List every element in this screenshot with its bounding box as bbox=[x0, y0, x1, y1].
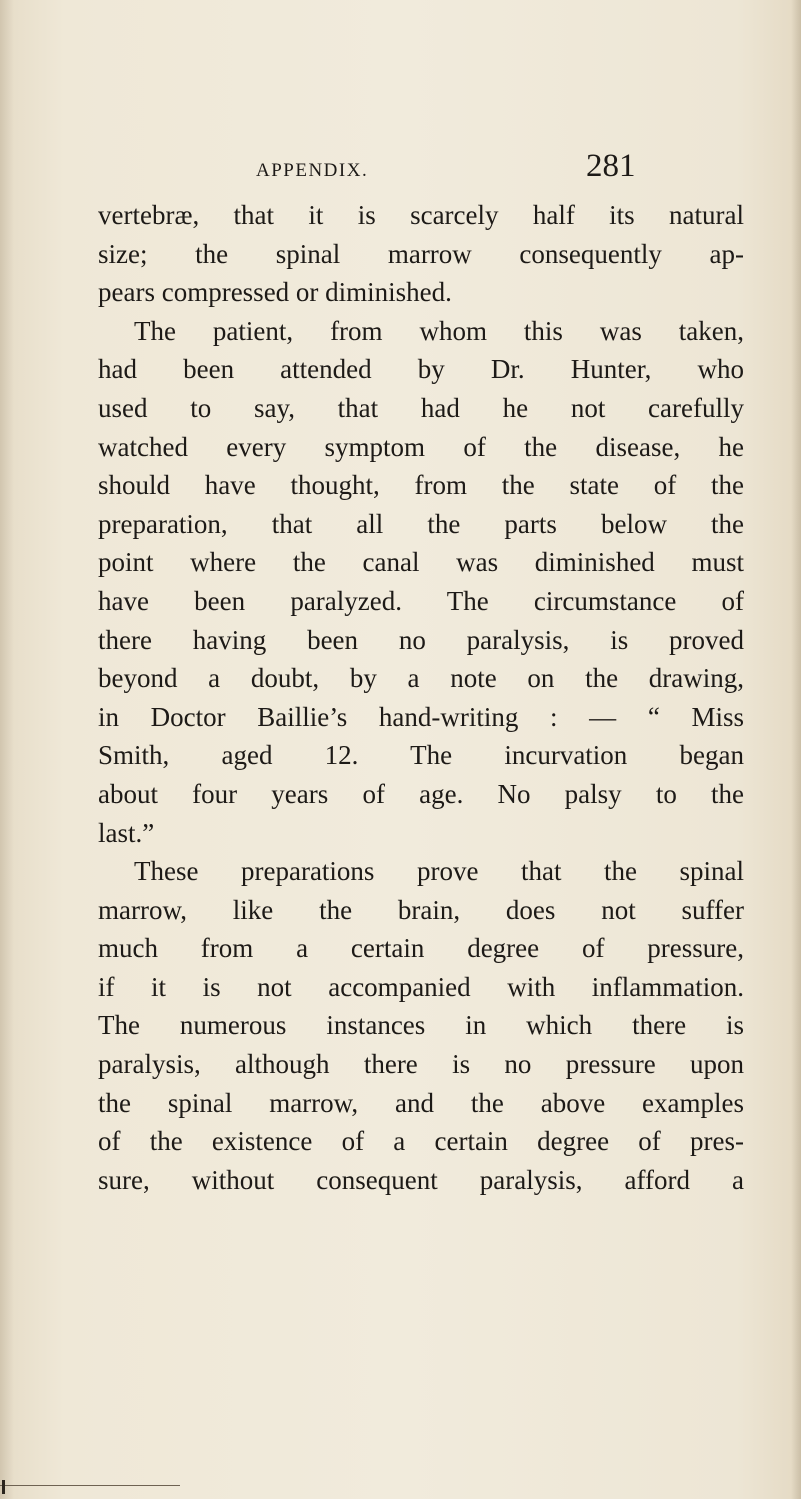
text-line: The numerous instances in which there is bbox=[98, 1010, 744, 1041]
page-number: 281 bbox=[586, 148, 636, 184]
text-line: should have thought, from the state of the bbox=[98, 470, 744, 501]
text-line: of the existence of a certain degree of pres- bbox=[98, 1126, 744, 1157]
text-line: beyond a doubt, by a note on the drawing, bbox=[98, 663, 744, 694]
running-head: APPENDIX. bbox=[256, 160, 369, 181]
text-line: the spinal marrow, and the above examples bbox=[98, 1087, 744, 1118]
text-line: there having been no paralysis, is proved bbox=[98, 624, 744, 655]
text-line: point where the canal was diminished must bbox=[98, 547, 744, 578]
text-line: These preparations prove that the spinal bbox=[134, 856, 744, 887]
text-line: in Doctor Baillie’s hand-writing : — “ Miss bbox=[98, 701, 744, 732]
page-gutter-shadow bbox=[0, 0, 14, 1499]
text-line: vertebræ, that it is scarcely half its natural bbox=[98, 200, 744, 230]
text-line: watched every symptom of the disease, he bbox=[98, 431, 744, 462]
text-line: size; the spinal marrow consequently ap- bbox=[98, 238, 744, 269]
scan-edge-mark bbox=[2, 1480, 5, 1494]
text-line: used to say, that had he not carefully bbox=[98, 392, 744, 423]
body-text bbox=[98, 196, 744, 1199]
text-line: marrow, like the brain, does not suffer bbox=[98, 894, 744, 925]
text-line: had been attended by Dr. Hunter, who bbox=[98, 354, 744, 385]
text-line: much from a certain degree of pressure, bbox=[98, 933, 744, 964]
text-line: last.” bbox=[98, 817, 155, 848]
text-line: preparation, that all the parts below the bbox=[98, 508, 744, 539]
scan-edge-line bbox=[0, 1485, 180, 1486]
text-line: Smith, aged 12. The incurvation began bbox=[98, 740, 744, 771]
text-line: if it is not accompanied with inflammation. bbox=[98, 971, 744, 1002]
text-line: pears compressed or diminished. bbox=[98, 277, 452, 308]
text-line: paralysis, although there is no pressure upon bbox=[98, 1049, 744, 1080]
page-edge-shadow bbox=[791, 0, 801, 1499]
text-line: sure, without consequent paralysis, afford a bbox=[98, 1164, 744, 1195]
text-line: The patient, from whom this was taken, bbox=[134, 315, 744, 346]
text-line: have been paralyzed. The circumstance of bbox=[98, 585, 744, 616]
page-header bbox=[0, 148, 801, 188]
text-line: about four years of age. No palsy to the bbox=[98, 778, 744, 809]
